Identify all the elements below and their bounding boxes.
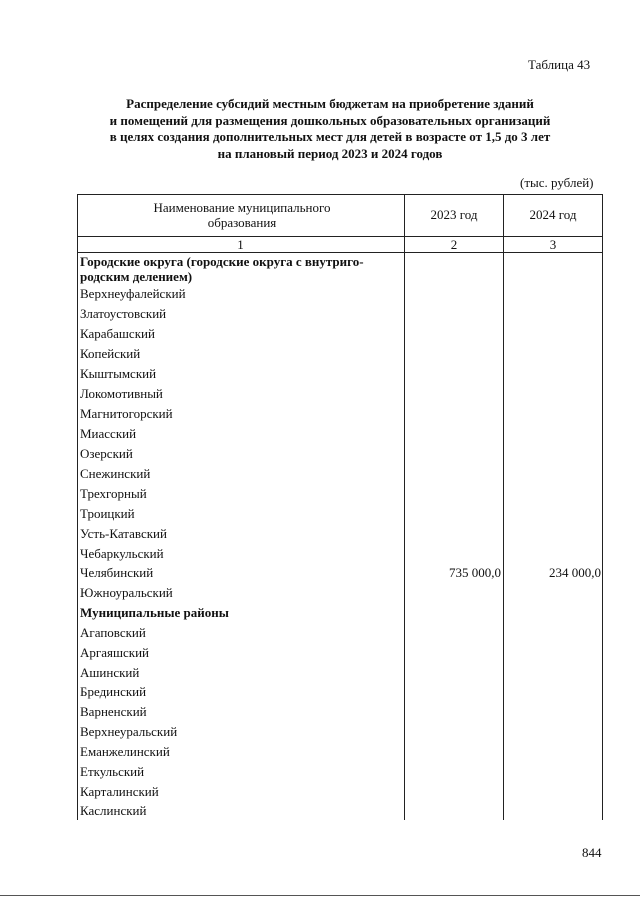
table-row: Еткульский — [80, 764, 145, 779]
table-border-right — [602, 194, 603, 820]
table-row: Усть-Катавский — [80, 526, 167, 541]
table-row: Каслинский — [80, 803, 147, 818]
header-col1: Наименование муниципального образования — [153, 200, 331, 230]
table-row: Кыштымский — [80, 366, 157, 381]
table-title — [80, 96, 580, 162]
page-number: 844 — [582, 845, 602, 860]
table-row: Южноуральский — [80, 585, 173, 600]
table-border-top — [77, 194, 603, 195]
title-line: Распределение субсидий местным бюджетам на приобретение зданий — [126, 96, 534, 111]
table-row: Трехгорный — [80, 486, 147, 501]
value-2024: 234 000,0 — [549, 565, 601, 580]
table-row: Верхнеуральский — [80, 724, 178, 739]
title-line: и помещений для размещения дошкольных образовательных организаций — [109, 112, 551, 128]
section-heading: родским делением) — [80, 269, 193, 284]
table-row: Локомотивный — [80, 386, 163, 401]
footer-rule — [0, 895, 640, 896]
table-row: Варненский — [80, 704, 147, 719]
table-row: Копейский — [80, 346, 141, 361]
table-row: Чебаркульский — [80, 546, 164, 561]
title-line: на плановый период 2023 и 2024 годов — [217, 145, 443, 161]
unit-label: (тыс. рублей) — [520, 175, 594, 190]
table-row: Карабашский — [80, 326, 155, 341]
table-row: Еманжелинский — [80, 744, 170, 759]
table-row: Брединский — [80, 684, 147, 699]
table-row: Магнитогорский — [80, 406, 173, 421]
table-row: Златоустовский — [80, 306, 167, 321]
colnum-3: 3 — [549, 237, 557, 252]
table-row: Троицкий — [80, 506, 135, 521]
table-row: Челябинский — [80, 565, 154, 580]
table-row: Озерский — [80, 446, 133, 461]
section-heading: Городские округа (городские округа с внутриго- — [80, 254, 364, 269]
table-row: Карталинский — [80, 784, 159, 799]
value-2023: 735 000,0 — [449, 565, 501, 580]
header-col3: 2024 год — [529, 207, 577, 222]
table-number: Таблица 43 — [528, 57, 591, 72]
colnum-1: 1 — [237, 237, 244, 252]
table-row: Верхнеуфалейский — [80, 286, 186, 301]
table-row: Аргаяшский — [80, 645, 149, 660]
section-heading: Муниципальные районы — [80, 605, 229, 620]
table-border-left — [77, 194, 78, 820]
table-row: Миасский — [80, 426, 137, 441]
table-row: Снежинский — [80, 466, 151, 481]
table-divider-col1 — [404, 194, 405, 820]
colnum-2: 2 — [450, 237, 458, 252]
header-col2: 2023 год — [430, 207, 478, 222]
table-divider-col2 — [503, 194, 504, 820]
table-row: Агаповский — [80, 625, 146, 640]
data-table — [77, 194, 603, 820]
table-row: Ашинский — [80, 665, 140, 680]
title-line: в целях создания дополнительных мест для детей в возрасте от 1,5 до 3 лет — [109, 129, 551, 144]
